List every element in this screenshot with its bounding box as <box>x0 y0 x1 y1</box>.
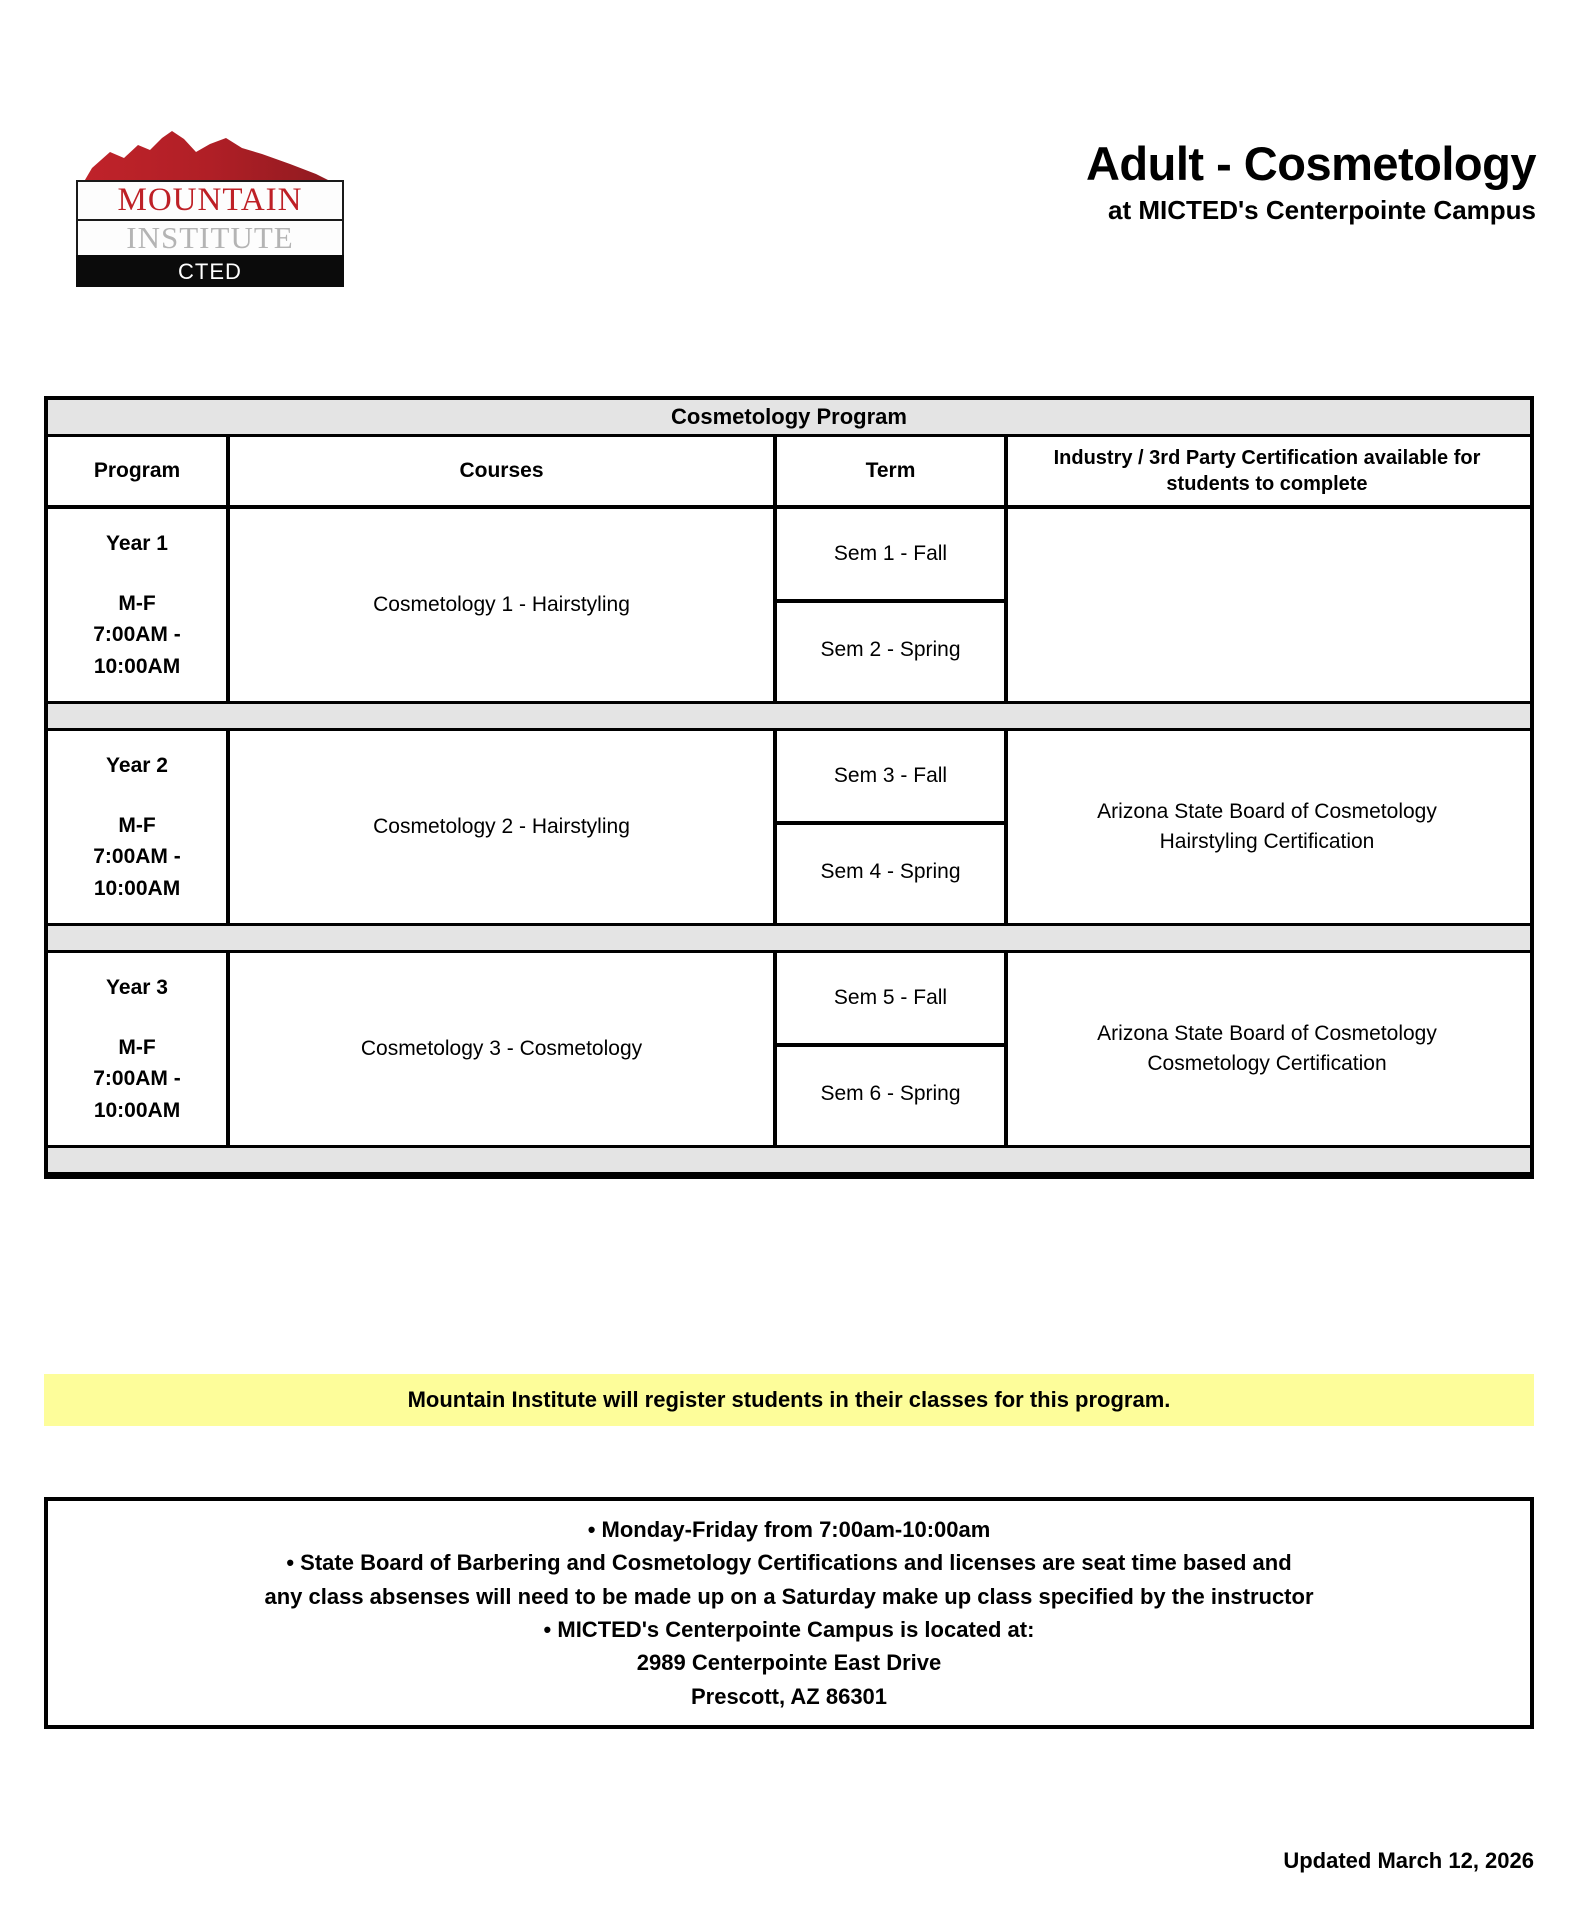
column-header-certification-line2: students to complete <box>1166 473 1368 495</box>
term-spring-cell: Sem 6 - Spring <box>820 1082 961 1106</box>
table-spacer-row <box>48 1145 1530 1175</box>
logo-word-institute: INSTITUTE <box>76 219 344 257</box>
mountain-range-icon <box>76 128 344 186</box>
program-time-line2: 10:00AM <box>93 654 181 678</box>
certification-line1: Arizona State Board of Cosmetology <box>1097 800 1437 824</box>
certification-cell <box>1008 731 1526 923</box>
info-line: • Monday-Friday from 7:00am-10:00am <box>587 1516 991 1542</box>
course-cell: Cosmetology 2 - Hairstyling <box>373 815 630 839</box>
logo-word-mountain: MOUNTAIN <box>76 180 344 221</box>
page-title: Adult - Cosmetology <box>1085 137 1536 190</box>
program-time-line1: 7:00AM - <box>93 845 181 868</box>
term-fall-cell: Sem 1 - Fall <box>777 509 1004 603</box>
registration-notice: Mountain Institute will register students in their classes for this program. <box>44 1374 1534 1426</box>
term-spring-cell: Sem 4 - Spring <box>820 860 961 884</box>
program-days: M-F <box>118 813 156 837</box>
program-time-line1: 7:00AM - <box>93 623 181 646</box>
info-line: any class absenses will need to be made up on a Saturday make up class specified by the instructor <box>264 1583 1314 1609</box>
program-cell <box>48 731 226 923</box>
program-days: M-F <box>118 591 156 615</box>
program-year: Year 2 <box>106 754 168 777</box>
updated-date: Updated March 12, 2026 <box>1283 1848 1534 1873</box>
table-row <box>48 509 1530 701</box>
info-line: 2989 Centerpointe East Drive <box>636 1650 942 1676</box>
table-row <box>48 731 1530 923</box>
course-cell: Cosmetology 3 - Cosmetology <box>360 1037 643 1061</box>
table-spacer-row <box>48 923 1530 953</box>
term-fall-cell: Sem 3 - Fall <box>777 731 1004 825</box>
certification-line2: Hairstyling Certification <box>1159 830 1375 853</box>
table-row <box>48 953 1530 1145</box>
cosmetology-program-table <box>44 396 1534 1179</box>
program-days: M-F <box>118 1035 156 1059</box>
page-subtitle: at MICTED's Centerpointe Campus <box>1107 195 1536 225</box>
title-block <box>636 137 1536 225</box>
info-line: • MICTED's Centerpointe Campus is located at: <box>543 1617 1035 1642</box>
program-cell <box>48 953 226 1145</box>
column-header-courses: Courses <box>459 459 544 483</box>
page-header <box>0 0 1576 330</box>
program-year: Year 3 <box>106 976 168 999</box>
certification-cell <box>1008 509 1526 701</box>
program-time-line2: 10:00AM <box>93 876 181 900</box>
table-header-row <box>48 437 1530 509</box>
column-header-certification <box>1008 437 1526 505</box>
program-time-line1: 7:00AM - <box>93 1067 181 1090</box>
mountain-institute-cted-logo <box>76 128 344 284</box>
logo-word-cted: CTED <box>76 255 344 287</box>
column-header-program: Program <box>93 459 181 483</box>
certification-line1: Arizona State Board of Cosmetology <box>1097 1022 1437 1046</box>
table-spacer-row <box>48 701 1530 731</box>
program-cell <box>48 509 226 701</box>
info-line: Prescott, AZ 86301 <box>690 1683 888 1709</box>
certification-line2: Cosmetology Certification <box>1147 1052 1387 1075</box>
term-spring-cell: Sem 2 - Spring <box>820 638 961 662</box>
certification-cell <box>1008 953 1526 1145</box>
table-band-title: Cosmetology Program <box>48 400 1530 437</box>
program-time-line2: 10:00AM <box>93 1098 181 1122</box>
column-header-term: Term <box>865 459 916 483</box>
program-details-box <box>44 1497 1534 1729</box>
program-year: Year 1 <box>106 532 168 555</box>
column-header-certification-line1: Industry / 3rd Party Certification available for <box>1053 447 1481 469</box>
course-cell: Cosmetology 1 - Hairstyling <box>373 593 630 617</box>
term-fall-cell: Sem 5 - Fall <box>777 953 1004 1047</box>
info-line: • State Board of Barbering and Cosmetology Certifications and licenses are seat time based and <box>286 1550 1292 1576</box>
